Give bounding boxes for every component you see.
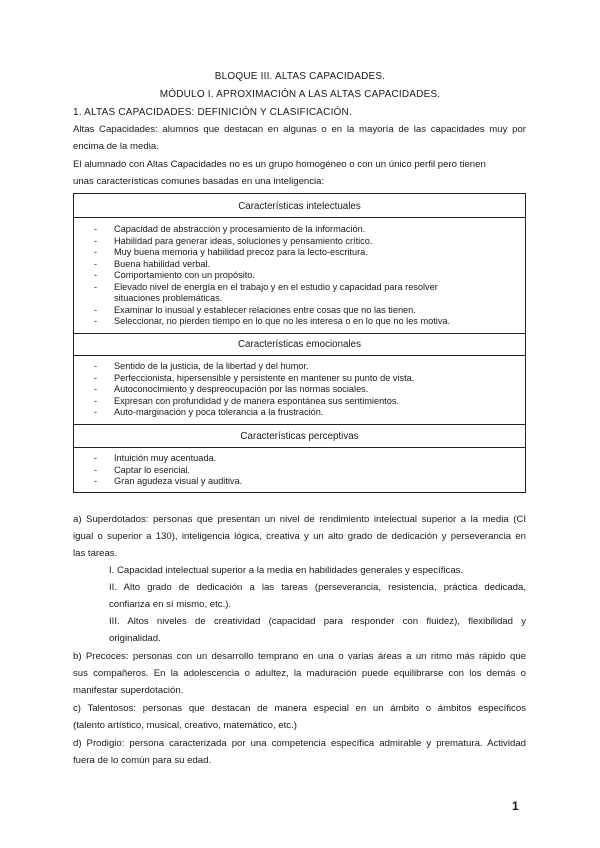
list-item: - Muy buena memoria y habilidad precoz para la lecto-escritura. bbox=[94, 247, 368, 257]
list-item-continuation: situaciones problemáticas. bbox=[114, 293, 223, 303]
list-item: - Sentido de la justicia, de la libertad y del humor. bbox=[94, 361, 309, 371]
list-item: - Elevado nivel de energía en el trabajo y en el estudio y capacidad para resolver bbox=[94, 281, 438, 292]
module-title: MÓDULO I. APROXIMACIÓN A LAS ALTAS CAPACIDADES. bbox=[159, 89, 441, 100]
block-title: BLOQUE III. ALTAS CAPACIDADES. bbox=[214, 71, 386, 82]
characteristics-table bbox=[73, 193, 526, 493]
intro-paragraph-line-1: El alumnado con Altas Capacidades no es un grupo homogéneo o con un único perfil pero tienen bbox=[73, 159, 486, 170]
list-item: - Gran agudeza visual y auditiva. bbox=[94, 476, 243, 486]
list-item: - Perfeccionista, hipersensible y persistente en mantener su punto de vista. bbox=[94, 372, 415, 383]
perceptual-header: Características perceptivas bbox=[240, 431, 359, 442]
trait-ii-line-2: confianza en sí mismo, etc.). bbox=[109, 599, 232, 610]
list-item: - Capacidad de abstracción y procesamiento de la información. bbox=[94, 224, 366, 234]
table-divider bbox=[74, 355, 525, 356]
trait-i: I. Capacidad intelectual superior a la media en habilidades generales y específicas. bbox=[109, 565, 464, 576]
list-item: - Auto-marginación y poca tolerancia a la frustración. bbox=[94, 407, 324, 417]
list-item: - Buena habilidad verbal. bbox=[94, 258, 211, 269]
emotional-header: Características emocionales bbox=[237, 339, 362, 350]
definition-line-2: encima de la media. bbox=[73, 141, 159, 152]
page-number: 1 bbox=[512, 799, 519, 813]
table-divider bbox=[74, 424, 525, 425]
section-title: 1. ALTAS CAPACIDADES: DEFINICIÓN Y CLASIFICACIÓN. bbox=[73, 107, 352, 118]
intellectual-header: Características intelectuales bbox=[238, 201, 361, 212]
definition-line-1: Altas Capacidades: alumnos que destacan en algunas o en la mayoría de las capacidades muy por bbox=[73, 124, 526, 135]
trait-ii-line-1: II. Alto grado de dedicación a las tareas (perseverancia, resistencia, práctica dedicada, bbox=[109, 582, 526, 593]
prodigio-line-1: d) Prodigio: persona caracterizada por una competencia específica admirable y prematura. Actividad bbox=[73, 738, 526, 749]
list-item: - Examinar lo inusual y establecer relaciones entre cosas que no las tienen. bbox=[94, 304, 416, 315]
intro-paragraph-line-2: unas características comunes basadas en una inteligencia: bbox=[73, 176, 325, 187]
list-item: - Expresan con profundidad y de manera espontánea sus sentimientos. bbox=[94, 395, 399, 406]
precoces-line-1: b) Precoces: personas con un desarrollo temprano en una o varias áreas a un ritmo más rápido que bbox=[73, 651, 526, 662]
talentosos-line-2: (talento artístico, musical, creativo, matemático, etc.) bbox=[73, 720, 297, 731]
list-item: - Intuición muy acentuada. bbox=[94, 453, 217, 463]
precoces-line-3: manifestar superdotación. bbox=[73, 685, 184, 696]
table-divider bbox=[74, 447, 525, 448]
table-divider bbox=[74, 217, 525, 218]
prodigio-line-2: fuera de lo común para su edad. bbox=[73, 755, 212, 766]
superdotados-line-1: a) Superdotados: personas que presentan un nivel de rendimiento intelectual superior a la media (CI bbox=[73, 514, 526, 525]
list-item: - Comportamiento con un propósito. bbox=[94, 270, 255, 280]
superdotados-line-3: las tareas. bbox=[73, 548, 118, 559]
precoces-line-2: sus compañeros. En la adolescencia o adultez, la maduración puede equilibrarse con los demás o bbox=[73, 668, 526, 679]
list-item: - Seleccionar, no pierden tiempo en lo que no les interesa o en lo que no les motiva. bbox=[94, 316, 451, 326]
superdotados-line-2: igual o superior a 130), inteligencia lógica, creativa y un alto grado de dedicación y perseverancia en bbox=[73, 531, 526, 542]
trait-iii-line-1: III. Altos niveles de creatividad (capacidad para responder con fluidez), flexibilidad y bbox=[109, 616, 526, 627]
trait-iii-line-2: originalidad. bbox=[109, 633, 161, 644]
list-item: - Captar lo esencial. bbox=[94, 464, 191, 475]
list-item: - Autoconocimiento y despreocupación por las normas sociales. bbox=[94, 384, 369, 394]
list-item: - Habilidad para generar ideas, soluciones y pensamiento crítico. bbox=[94, 235, 373, 246]
table-divider bbox=[74, 333, 525, 334]
talentosos-line-1: c) Talentosos: personas que destacan de manera especial en un ámbito o ámbitos específicos bbox=[73, 703, 526, 714]
